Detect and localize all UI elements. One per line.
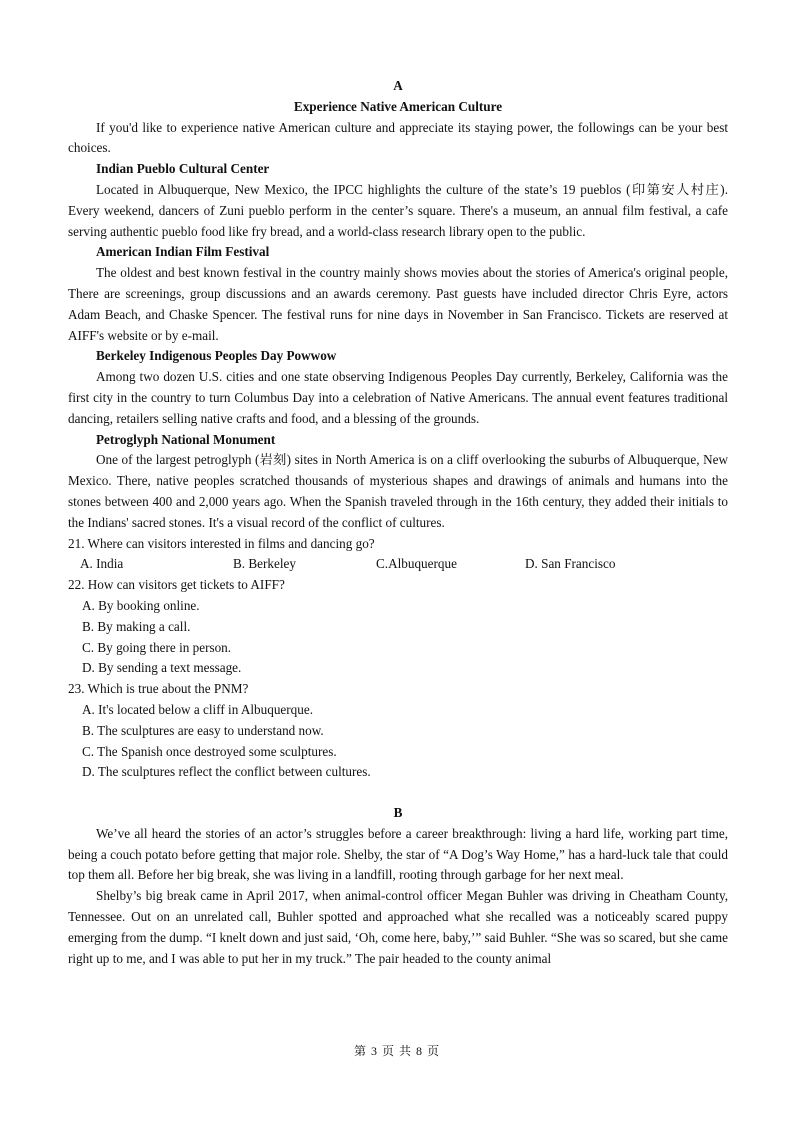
q23-option-a: A. It's located below a cliff in Albuquerque. [82, 701, 314, 717]
place-text-aiff: The oldest and best known festival in the country mainly shows movies about the stories of America's original people, There are screenings, group discussions and an awards ceremony. Past guests have included director Chris Eyre, actors Adam Beach, and Chaske Spencer. The festival runs for nine days in November in San Francisco. Tickets are reserved at AIFF's website or by e-mail. [68, 265, 728, 343]
question-21-options [68, 554, 728, 575]
question-22: 22. How can visitors get tickets to AIFF? [68, 577, 285, 593]
q21-option-a: A. India [80, 556, 124, 572]
q22-option-c: C. By going there in person. [82, 639, 232, 655]
place-text-pnm: One of the largest petroglyph (岩刻) sites in North America is on a cliff overlooking the suburbs of Albuquerque, New Mexico. There, native peoples scratched thousands of mysterious shapes and drawings of animals and humans into the stones between 400 and 2,000 years ago. When the Spanish traveled through in the 16th century, they added their initials to the Indians' sacred stones. It's a visual record of the conflict of cultures. [68, 452, 728, 530]
q21-option-d: D. San Francisco [525, 556, 616, 572]
place-heading-aiff: American Indian Film Festival [96, 244, 270, 260]
q21-option-b: B. Berkeley [233, 556, 296, 572]
q22-option-b: B. By making a call. [82, 618, 191, 634]
section-a-intro: If you'd like to experience native American culture and appreciate its staying power, the followings can be your best choices. [68, 119, 728, 156]
q22-option-d: D. By sending a text message. [82, 660, 242, 676]
place-text-ipcc: Located in Albuquerque, New Mexico, the IPCC highlights the culture of the state’s 19 pueblos (印第安人村庄). Every weekend, dancers of Zuni pueblo perform in the center’s square. There's a museum, an annual film festival, a cafe serving authentic pueblo food like fry bread, and a world-class research library open to the public. [68, 181, 728, 239]
place-heading-pnm: Petroglyph National Monument [96, 431, 276, 447]
place-text-powwow: Among two dozen U.S. cities and one state observing Indigenous Peoples Day currently, Berkeley, California was the first city in the country to turn Columbus Day into a celebration of Native Americans. The annual event features traditional dancing, retailers selling native crafts and food, and a blessing of the grounds. [68, 369, 728, 426]
place-heading-ipcc: Indian Pueblo Cultural Center [96, 161, 270, 177]
page-footer: 第 3 页 共 8 页 [353, 1044, 440, 1058]
q21-option-c: C.Albuquerque [376, 556, 457, 572]
place-heading-powwow: Berkeley Indigenous Peoples Day Powwow [96, 348, 337, 364]
section-a-letter: A [393, 78, 403, 93]
q22-option-a: A. By booking online. [82, 597, 200, 613]
question-23: 23. Which is true about the PNM? [68, 681, 249, 697]
section-b-letter: B [393, 805, 403, 821]
q23-option-c: C. The Spanish once destroyed some sculptures. [82, 743, 337, 759]
section-spacer [68, 783, 728, 803]
section-b-paragraph-1: We’ve all heard the stories of an actor’s struggles before a career breakthrough: living a hard life, working part time, being a couch potato before getting that major role. Shelby, the star of “A Dog’s Way Home,” has a hard-luck tale that could top them all. Before her big break, she was living in a landfill, rooting through garbage for her next meal. [68, 825, 728, 883]
document-page [68, 76, 728, 969]
question-21: 21. Where can visitors interested in films and dancing go? [68, 535, 375, 551]
q23-option-b: B. The sculptures are easy to understand now. [82, 722, 324, 738]
section-a-title: Experience Native American Culture [293, 98, 503, 114]
q23-option-d: D. The sculptures reflect the conflict between cultures. [82, 764, 371, 780]
section-b-paragraph-2: Shelby’s big break came in April 2017, when animal-control officer Megan Buhler was driving in Cheatham County, Tennessee. Out on an unrelated call, Buhler spotted and approached what she recalled was a noticeably scared puppy emerging from the dump. “I knelt down and just said, ‘Oh, come here, baby,’” said Buhler. “She was so scared, but she came right up to me, and I was able to put her in my truck.” The pair headed to the county animal [68, 888, 728, 966]
